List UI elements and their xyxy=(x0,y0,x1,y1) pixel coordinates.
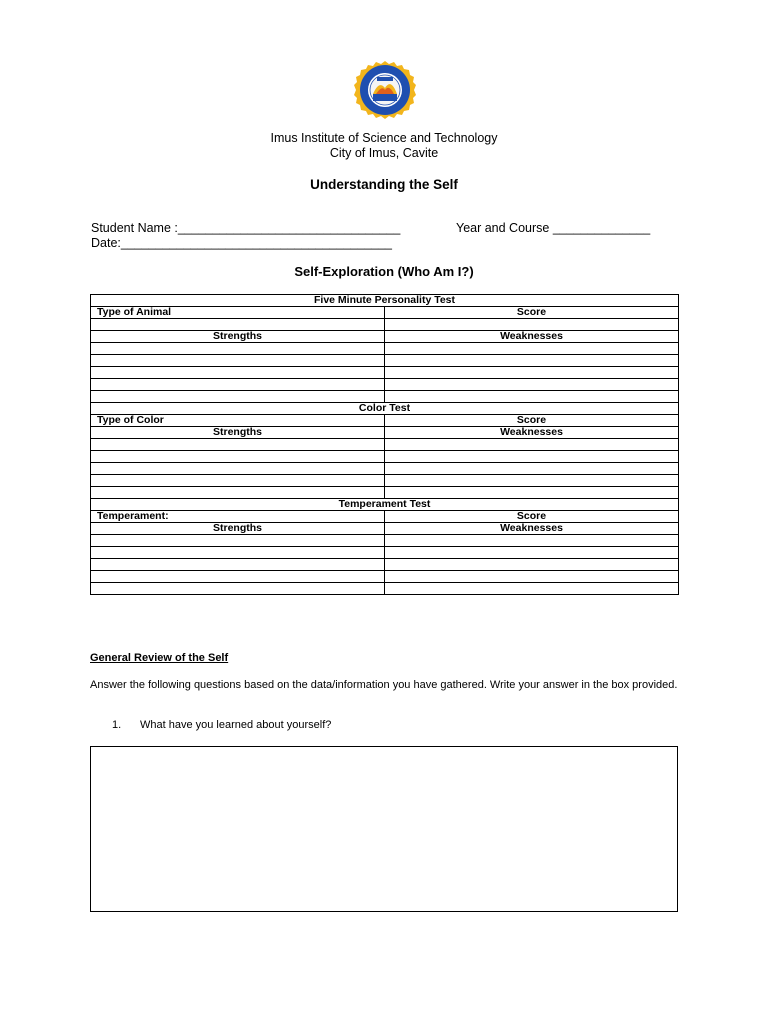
table-cell[interactable] xyxy=(385,475,679,487)
institution-city: City of Imus, Cavite xyxy=(329,146,439,160)
table-cell[interactable] xyxy=(91,379,385,391)
question-1-text: What have you learned about yourself? xyxy=(140,719,332,731)
color-strengths-label: Strengths xyxy=(91,427,385,439)
table-cell[interactable] xyxy=(385,367,679,379)
temperament-test-title: Temperament Test xyxy=(91,499,679,511)
table-cell[interactable] xyxy=(385,547,679,559)
table-row xyxy=(91,319,679,331)
table-cell[interactable] xyxy=(385,343,679,355)
year-course-field[interactable]: Year and Course ______________ xyxy=(456,221,651,235)
table-cell[interactable] xyxy=(91,559,385,571)
table-cell[interactable] xyxy=(385,451,679,463)
personality-weaknesses-label: Weaknesses xyxy=(385,331,679,343)
table-cell[interactable] xyxy=(91,451,385,463)
table-row xyxy=(91,511,679,523)
table-cell[interactable] xyxy=(91,535,385,547)
table-row xyxy=(91,487,679,499)
table-row xyxy=(91,403,679,415)
table-row xyxy=(91,355,679,367)
table-row xyxy=(91,295,679,307)
question-1 xyxy=(112,719,331,731)
temperament-label: Temperament: xyxy=(91,511,385,523)
table-row xyxy=(91,499,679,511)
table-row xyxy=(91,523,679,535)
table-cell[interactable] xyxy=(91,547,385,559)
question-1-number: 1. xyxy=(112,719,122,731)
temperament-strengths-label: Strengths xyxy=(91,523,385,535)
color-score-label: Score xyxy=(385,415,679,427)
table-row xyxy=(91,475,679,487)
table-cell[interactable] xyxy=(385,535,679,547)
table-cell[interactable] xyxy=(91,367,385,379)
personality-score-label: Score xyxy=(385,307,679,319)
student-name-field[interactable]: Student Name :________________________________ xyxy=(91,221,401,235)
school-seal-logo xyxy=(347,60,423,120)
table-cell[interactable] xyxy=(91,355,385,367)
table-cell[interactable] xyxy=(385,391,679,403)
table-cell[interactable] xyxy=(385,583,679,595)
table-row xyxy=(91,583,679,595)
table-cell[interactable] xyxy=(91,571,385,583)
table-row xyxy=(91,427,679,439)
self-exploration-table xyxy=(90,294,679,595)
color-weaknesses-label: Weaknesses xyxy=(385,427,679,439)
color-test-title: Color Test xyxy=(91,403,679,415)
table-cell[interactable] xyxy=(385,319,679,331)
table-row xyxy=(91,463,679,475)
institution-name: Imus Institute of Science and Technology xyxy=(270,131,498,145)
table-cell[interactable] xyxy=(91,343,385,355)
table-cell[interactable] xyxy=(91,583,385,595)
table-row xyxy=(91,451,679,463)
table-row xyxy=(91,439,679,451)
table-row xyxy=(91,559,679,571)
answer-box[interactable] xyxy=(90,746,678,912)
table-cell[interactable] xyxy=(385,355,679,367)
table-cell[interactable] xyxy=(91,463,385,475)
table-row xyxy=(91,547,679,559)
personality-test-title: Five Minute Personality Test xyxy=(91,295,679,307)
table-cell[interactable] xyxy=(91,487,385,499)
table-cell[interactable] xyxy=(385,439,679,451)
date-field[interactable]: Date:_______________________________________ xyxy=(91,236,393,250)
table-row xyxy=(91,307,679,319)
document-title: Understanding the Self xyxy=(310,177,458,192)
personality-strengths-label: Strengths xyxy=(91,331,385,343)
temperament-weaknesses-label: Weaknesses xyxy=(385,523,679,535)
table-cell[interactable] xyxy=(91,391,385,403)
table-cell[interactable] xyxy=(385,463,679,475)
table-cell[interactable] xyxy=(91,439,385,451)
table-row xyxy=(91,415,679,427)
table-cell[interactable] xyxy=(385,487,679,499)
table-row xyxy=(91,391,679,403)
general-review-heading: General Review of the Self xyxy=(90,652,229,664)
table-row xyxy=(91,343,679,355)
table-cell[interactable] xyxy=(91,319,385,331)
table-row xyxy=(91,535,679,547)
table-row xyxy=(91,367,679,379)
table-row xyxy=(91,379,679,391)
table-row xyxy=(91,331,679,343)
section-title: Self-Exploration (Who Am I?) xyxy=(294,264,474,279)
table-cell[interactable] xyxy=(385,571,679,583)
table-cell[interactable] xyxy=(385,559,679,571)
table-row xyxy=(91,571,679,583)
table-cell[interactable] xyxy=(385,379,679,391)
table-cell[interactable] xyxy=(91,475,385,487)
temperament-score-label: Score xyxy=(385,511,679,523)
type-of-color-label: Type of Color xyxy=(91,415,385,427)
type-of-animal-label: Type of Animal xyxy=(91,307,385,319)
review-instructions: Answer the following questions based on the data/information you have gathered. Write your answer in the box provided. xyxy=(90,679,678,691)
